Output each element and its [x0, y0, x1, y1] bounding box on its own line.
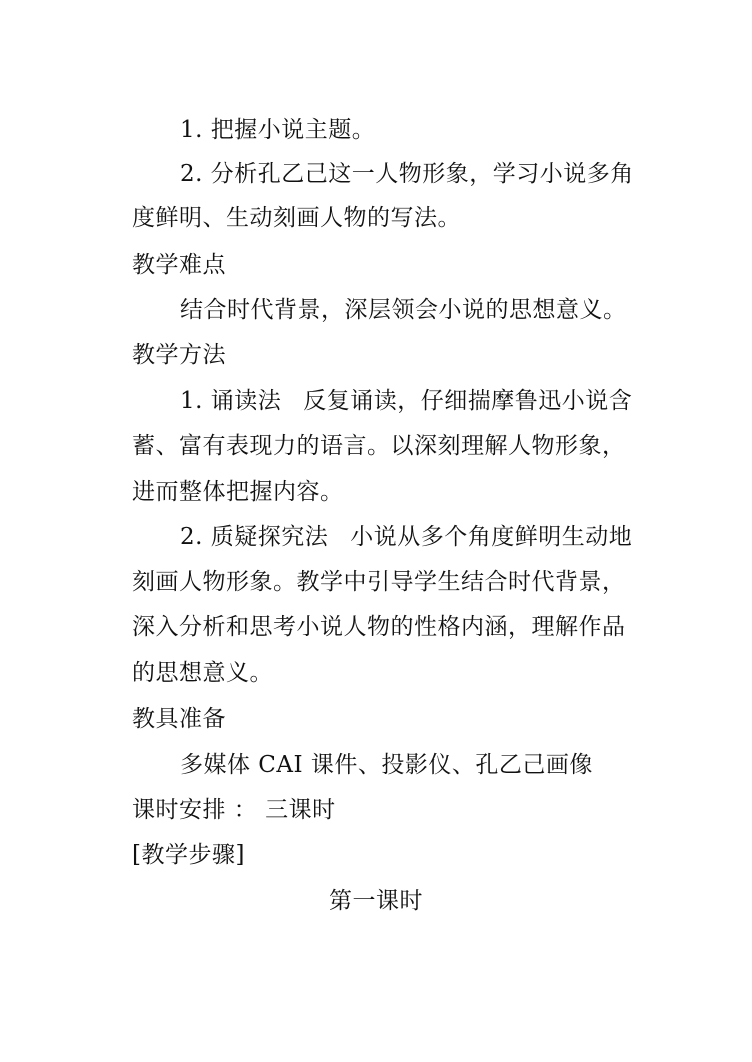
goal-2-line-1: 2. 分析孔乙己这一人物形象，学习小说多角 [180, 161, 634, 187]
method-1-line-3: 进而整体把握内容。 [132, 479, 344, 505]
difficulty-heading: 教学难点 [132, 252, 226, 278]
method-2-line-2: 刻画人物形象。教学中引导学生结合时代背景， [132, 569, 626, 595]
method-1-line-1 [180, 386, 632, 416]
method-2-label: 2. 质疑探究法 [180, 524, 329, 550]
schedule: 课时安排 ： 三课时 [132, 797, 336, 823]
method-2-line-3: 深入分析和思考小说人物的性格内涵，理解作品 [132, 614, 626, 640]
tools-text: 多媒体 CAI 课件、投影仪、孔乙己画像 [180, 752, 593, 778]
method-1-line-2: 蓄、富有表现力的语言。以深刻理解人物形象， [132, 433, 626, 459]
difficulty-text: 结合时代背景，深层领会小说的思想意义。 [180, 297, 627, 323]
goal-1: 1. 把握小说主题。 [180, 117, 376, 143]
lesson-title: 第一课时 [329, 888, 423, 914]
method-2-text: 小说从多个角度鲜明生动地 [350, 524, 633, 550]
method-1-text: 反复诵读，仔细揣摩鲁迅小说含 [303, 388, 633, 414]
method-heading: 教学方法 [132, 342, 226, 368]
method-1-label: 1. 诵读法 [180, 388, 282, 414]
method-2-line-1 [180, 522, 632, 552]
steps-heading: [教学步骤] [132, 842, 245, 868]
goal-2-line-2: 度鲜明、生动刻画人物的写法。 [132, 205, 461, 231]
method-2-line-4: 的思想意义。 [132, 660, 273, 686]
tools-heading: 教具准备 [132, 706, 226, 732]
